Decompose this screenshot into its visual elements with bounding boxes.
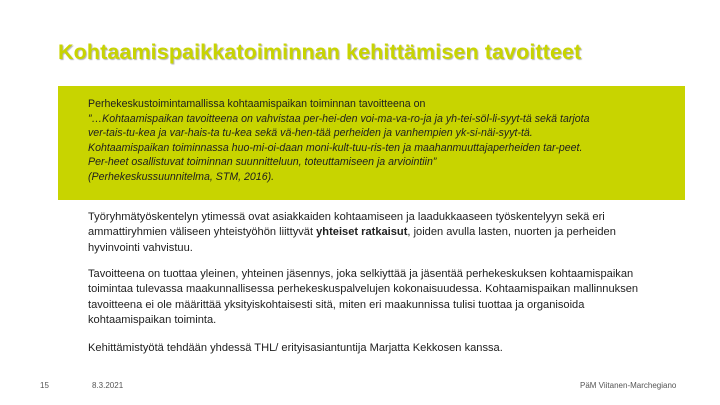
page-number: 15 (40, 381, 49, 390)
quote-line: Per-heet osallistuvat toiminnan suunnitteluun, toteuttamiseen ja arviointiin” (88, 156, 437, 169)
quote-line: Kohtaamispaikan toiminnassa huo-mi-oi-daan moni-kult-tuu-ris-ten ja maahanmuuttajaperheiden tar-peet. (88, 141, 583, 154)
text-segment: , joiden avulla lasten, nuorten ja perheiden (407, 226, 616, 239)
paragraph-1 (88, 210, 668, 256)
quote-line: ver-tais-tu-kea ja var-hais-ta tu-kea sekä vä-hen-tää perheiden ja vanhempien yk-si-näi-syyt-tä. (88, 127, 533, 140)
slide-title: Kohtaamispaikkatoiminnan kehittämisen tavoitteet (58, 40, 582, 64)
quote-intro: Perhekeskustoimintamallissa kohtaamispaikan toiminnan tavoitteena on (88, 98, 426, 110)
paragraph-line: kohtaamispaikan toiminta. (88, 313, 217, 326)
paragraph-3 (88, 341, 668, 356)
paragraph-line: Kehittämistyötä tehdään yhdessä THL/ erityisasiantuntija Marjatta Kekkosen kanssa. (88, 342, 503, 354)
quote-source: (Perhekeskussuunnitelma, STM, 2016). (88, 170, 275, 183)
footer-author: PäM Viitanen-Marchegiano (580, 381, 677, 390)
bold-phrase: yhteiset ratkaisut (316, 226, 408, 239)
quote-text (88, 97, 694, 185)
paragraph-line (88, 225, 668, 240)
paragraph-line: tavoitteena ei ole määrittää yksityiskohtaisesti sitä, miten eri maakunnissa tulisi tuottaa ja organisoida (88, 298, 585, 311)
paragraph-line: Työryhmätyöskentelyn ytimessä ovat asiakkaiden kohtaamiseen ja laadukkaaseen työskentelyyn sekä eri (88, 211, 605, 223)
paragraph-line: hyvinvointi vahvistuu. (88, 241, 193, 254)
paragraph-2 (88, 267, 668, 328)
text-segment: ammattiryhmien väliseen yhteistyöhön liittyvät (88, 226, 317, 239)
quote-line: ”…Kohtaamispaikan tavoitteena on vahvistaa per-hei-den voi-ma-va-ro-ja ja yh-tei-söl-li-syyt-tä sekä tarjota (88, 112, 590, 125)
paragraph-line: Tavoitteena on tuottaa yleinen, yhteinen jäsennys, joka selkiyttää ja jäsentää perhekeskuksen kohtaamispaikan (88, 268, 634, 280)
paragraph-line: toimintaa tulevassa maakunnallisessa perhekeskuspalvelujen kokonaisuudessa. Kohtaamispaikan mallinnuksen (88, 283, 639, 296)
footer-date: 8.3.2021 (92, 381, 124, 390)
